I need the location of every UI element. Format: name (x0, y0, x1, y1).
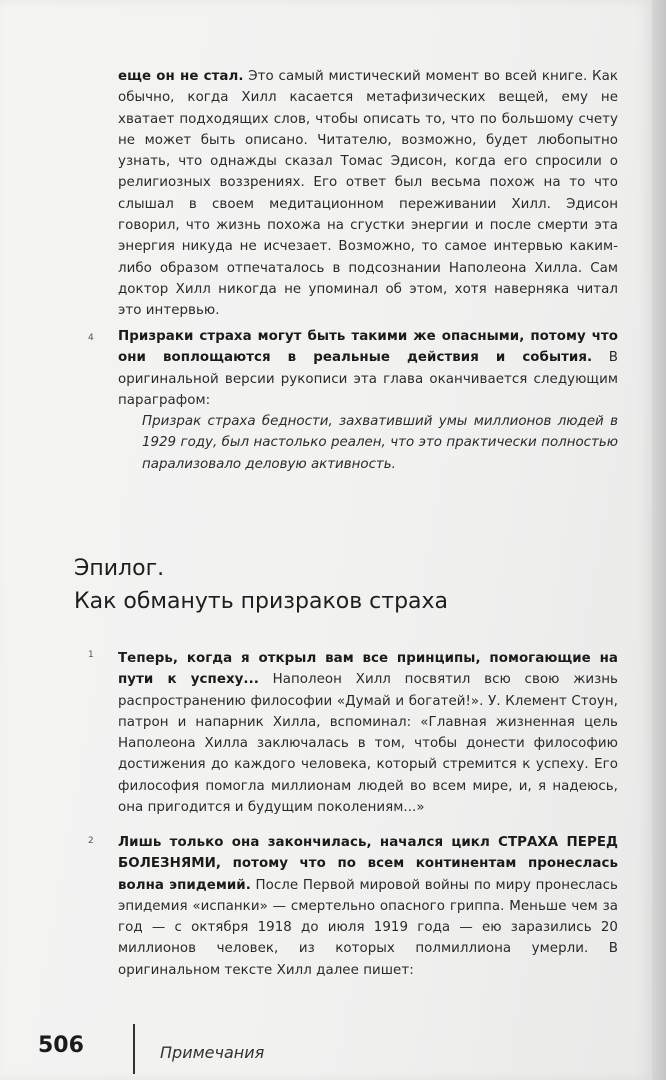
note-quote: Призрак страха бедности, захвативший умы миллионов людей в 1929 году, был настолько реален, что это практически полностью парализовало деловую активность. (142, 414, 618, 472)
note-paragraph (118, 66, 618, 322)
note-2 (118, 832, 618, 981)
note-text: Это самый мистический момент во всей книге. Как обычно, когда Хилл касается метафизических вещей, ему не хватает подходящих слов, чтобы описать то, что по большому счету не может быть описано. Читателю, возможно, будет любопытно узнать, что однажды сказал Томас Эдисон, когда его спросили о религиозных воззрениях. Его ответ был весьма похож на то что слышал в своем медитационном переживании Хилл. Эдисон говорил, что жизнь похожа на сгустки энергии и после смерти эта энергия никуда не исчезает. Возможно, то самое интервью каким-либо образом отпечаталось в подсознании Наполеона Хилла. Сам доктор Хилл никогда не упоминал об этом, хотя наверняка читал это интервью. (118, 69, 618, 319)
page-edge (652, 0, 666, 1080)
running-footer-section: Примечания (160, 1043, 265, 1062)
epilogue-heading (74, 552, 614, 618)
note-lead-bold: Лишь только она закончилась, начался цикл СТРАХА ПЕРЕД БОЛЕЗНЯМИ, потому что по всем континентам пронеслась волна эпидемий. (118, 835, 618, 893)
note-number: 2 (88, 836, 94, 846)
note-number: 1 (88, 650, 94, 660)
note-lead-bold: Теперь, когда я открыл вам все принципы, помогающие на пути к успеху... (118, 651, 618, 688)
epilogue-title-line2: Как обмануть призраков страха (74, 589, 449, 614)
epilogue-title-line1: Эпилог. (74, 556, 165, 581)
note-paragraph (118, 648, 618, 818)
footer-divider (133, 1024, 135, 1074)
note-number: 4 (88, 333, 94, 343)
note-4 (118, 326, 618, 475)
note-paragraph (118, 326, 618, 411)
note-text: В оригинальной версии рукописи эта глава оканчивается следующим параграфом: (118, 350, 619, 408)
note-1 (118, 648, 618, 818)
page-number: 506 (38, 1033, 84, 1058)
note-continuation (118, 66, 618, 322)
note-lead-bold: еще он не стал. (118, 69, 244, 84)
note-paragraph (118, 832, 618, 981)
note-text: После Первой мировой войны по миру пронеслась эпидемия «испанки» — смертельно опасного гриппа. Меньше чем за год — с октября 1918 до июля 1919 года — ею заразились 20 миллионов человек, из которых полмиллиона умерли. В оригинальном тексте Хилл далее пишет: (118, 877, 618, 978)
note-lead-bold: Призраки страха могут быть такими же опасными, потому что они воплощаются в реальные действия и события. (118, 329, 618, 366)
note-text: Наполеон Хилл посвятил всю свою жизнь распространению философии «Думай и богатей!». У. Клемент Стоун, патрон и напарник Хилла, вспоминал: «Главная жизненная цель Наполеона Хилла заключалась в том, чтобы донести философию достижения до каждого человека, который стремится к успеху. Его философия помогла миллионам людей во всем мире, и, я надеюсь, она пригодится и будущим поколениям...» (118, 672, 619, 816)
